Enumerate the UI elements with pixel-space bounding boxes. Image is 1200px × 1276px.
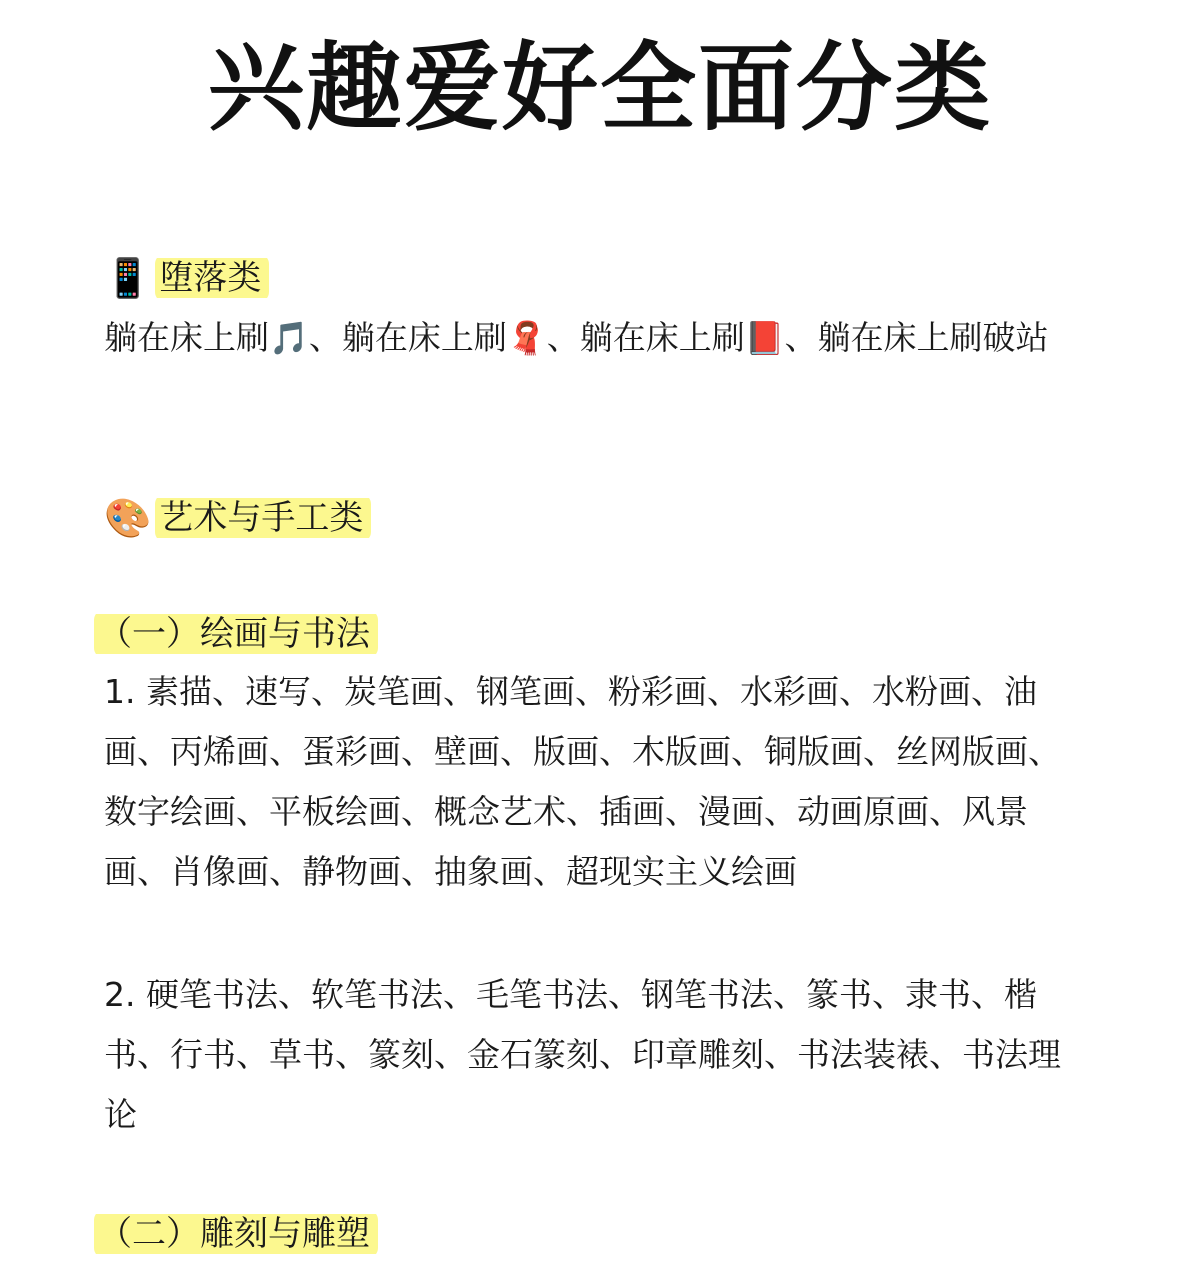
text-segment: 、躺在床上刷破站 <box>784 318 1049 357</box>
subsection-title: （一）绘画与书法 <box>94 610 378 658</box>
text-segment: 、躺在床上刷 <box>308 318 507 357</box>
subsection-heading-painting <box>94 606 378 662</box>
section-body-decadent <box>104 310 1064 366</box>
red-book-icon: 📕 <box>744 319 785 357</box>
text-segment: 、躺在床上刷 <box>546 318 745 357</box>
section-title: 堕落类 <box>155 254 269 302</box>
palette-icon: 🎨 <box>104 496 152 540</box>
phone-icon: 📱 <box>104 256 152 300</box>
section-heading-decadent <box>104 250 269 306</box>
list-item: 2. 硬笔书法、软笔书法、毛笔书法、钢笔书法、篆书、隶书、楷书、行书、草书、篆刻、金石篆刻、印章雕刻、书法装裱、书法理论 <box>104 975 1061 1134</box>
page-title: 兴趣爱好全面分类 <box>208 32 992 144</box>
text-segment: 躺在床上刷 <box>104 318 269 357</box>
section-heading-art <box>104 490 371 546</box>
music-note-icon: 🎵 <box>269 319 309 357</box>
list-item: 1. 素描、速写、炭笔画、钢笔画、粉彩画、水彩画、水粉画、油画、丙烯画、蛋彩画、壁画、版画、木版画、铜版画、丝网版画、数字绘画、平板绘画、概念艺术、插画、漫画、动画原画、风景画、肖像画、静物画、抽象画、超现实主义绘画 <box>104 672 1061 891</box>
subsection-title: （二）雕刻与雕塑 <box>94 1210 378 1258</box>
section-title: 艺术与手工类 <box>155 494 371 542</box>
subsection-heading-carving <box>94 1206 378 1262</box>
scarf-icon: 🧣 <box>506 319 547 357</box>
